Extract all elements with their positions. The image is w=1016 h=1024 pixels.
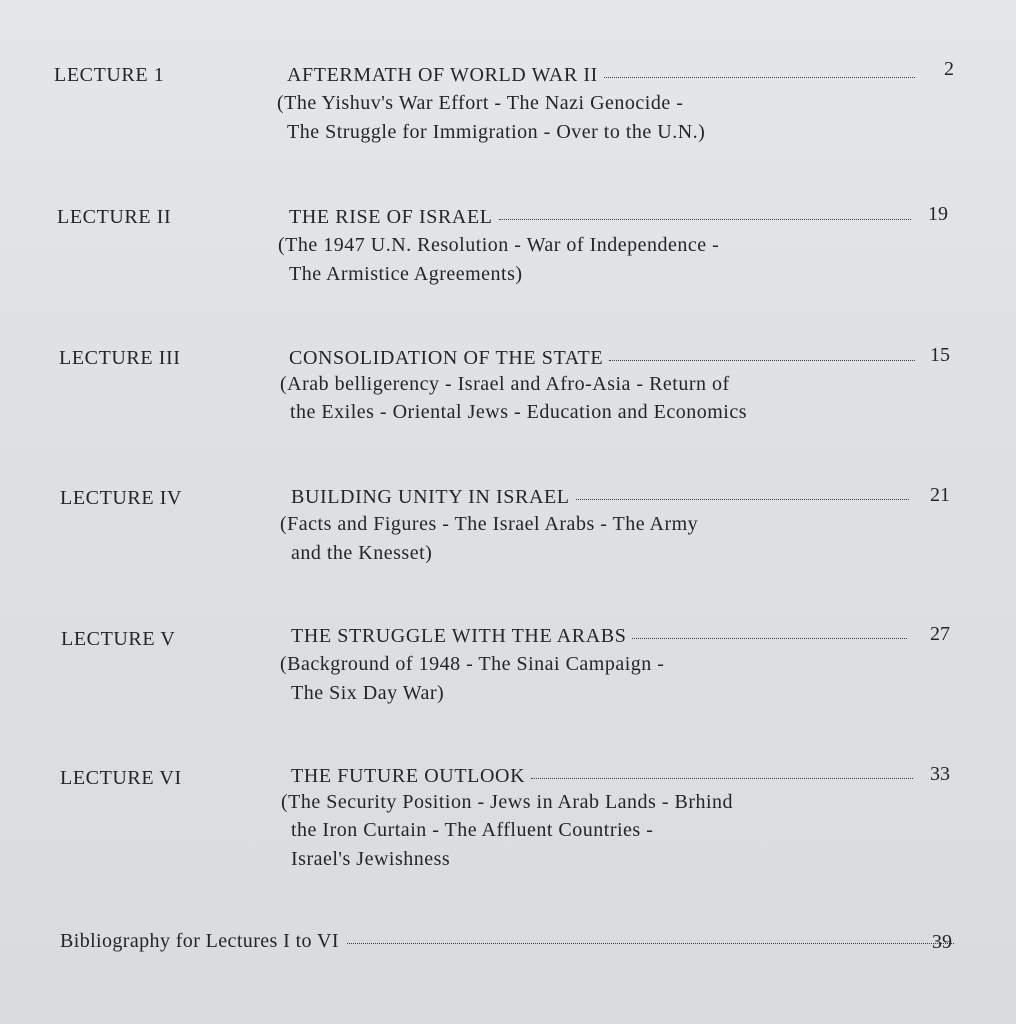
lecture-label: LECTURE IV — [60, 487, 183, 509]
page-number: 39 — [932, 931, 952, 953]
lecture-label: LECTURE II — [57, 206, 172, 228]
page-number: 2 — [944, 58, 954, 80]
dot-leader — [632, 637, 907, 639]
lecture-topics-line: the Iron Curtain - The Affluent Countries - — [291, 819, 654, 841]
lecture-label: LECTURE 1 — [54, 64, 165, 86]
lecture-title-line — [291, 625, 911, 648]
page-number: 19 — [928, 203, 948, 225]
lecture-title: THE RISE OF ISRAEL — [289, 206, 493, 228]
lecture-title-line — [291, 486, 913, 509]
dot-leader — [609, 359, 915, 361]
lecture-topics-line: (Background of 1948 - The Sinai Campaign - — [280, 653, 665, 675]
lecture-topics-line: (Arab belligerency - Israel and Afro-Asia - Return of — [280, 373, 730, 395]
lecture-topics-line: The Armistice Agreements) — [289, 263, 523, 285]
page-number: 27 — [930, 623, 950, 645]
lecture-topics-line: The Six Day War) — [291, 682, 445, 704]
lecture-topics-line: and the Knesset) — [291, 542, 433, 564]
lecture-topics-line: Israel's Jewishness — [291, 848, 451, 870]
toc-entry-bibliography — [60, 930, 960, 953]
lecture-title: THE FUTURE OUTLOOK — [291, 765, 526, 787]
page-number: 15 — [930, 344, 950, 366]
dot-leader — [576, 498, 909, 500]
page-number: 33 — [930, 763, 950, 785]
dot-leader — [499, 218, 911, 220]
lecture-title: CONSOLIDATION OF THE STATE — [289, 347, 604, 369]
lecture-title-line — [289, 206, 915, 229]
lecture-topics-line: (Facts and Figures - The Israel Arabs - The Army — [280, 513, 699, 535]
lecture-title: AFTERMATH OF WORLD WAR II — [287, 64, 598, 86]
lecture-topics-line: the Exiles - Oriental Jews - Education and Economics — [290, 401, 747, 423]
lecture-label: LECTURE VI — [60, 767, 182, 789]
lecture-topics-line: The Struggle for Immigration - Over to the U.N.) — [287, 121, 706, 143]
lecture-topics-line: (The 1947 U.N. Resolution - War of Independence - — [278, 234, 720, 256]
lecture-topics-line: (The Security Position - Jews in Arab Lands - Brhind — [281, 791, 734, 813]
lecture-topics-line: (The Yishuv's War Effort - The Nazi Genocide - — [277, 92, 684, 114]
lecture-title-line — [289, 347, 919, 370]
lecture-label: LECTURE III — [59, 347, 181, 369]
lecture-title-line — [291, 765, 917, 788]
dot-leader — [531, 777, 913, 779]
lecture-label: LECTURE V — [61, 628, 176, 650]
lecture-title: BUILDING UNITY IN ISRAEL — [291, 486, 570, 508]
dot-leader — [347, 942, 954, 944]
page-number: 21 — [930, 484, 950, 506]
bibliography-title: Bibliography for Lectures I to VI — [60, 930, 339, 952]
lecture-title: THE STRUGGLE WITH THE ARABS — [291, 625, 627, 647]
